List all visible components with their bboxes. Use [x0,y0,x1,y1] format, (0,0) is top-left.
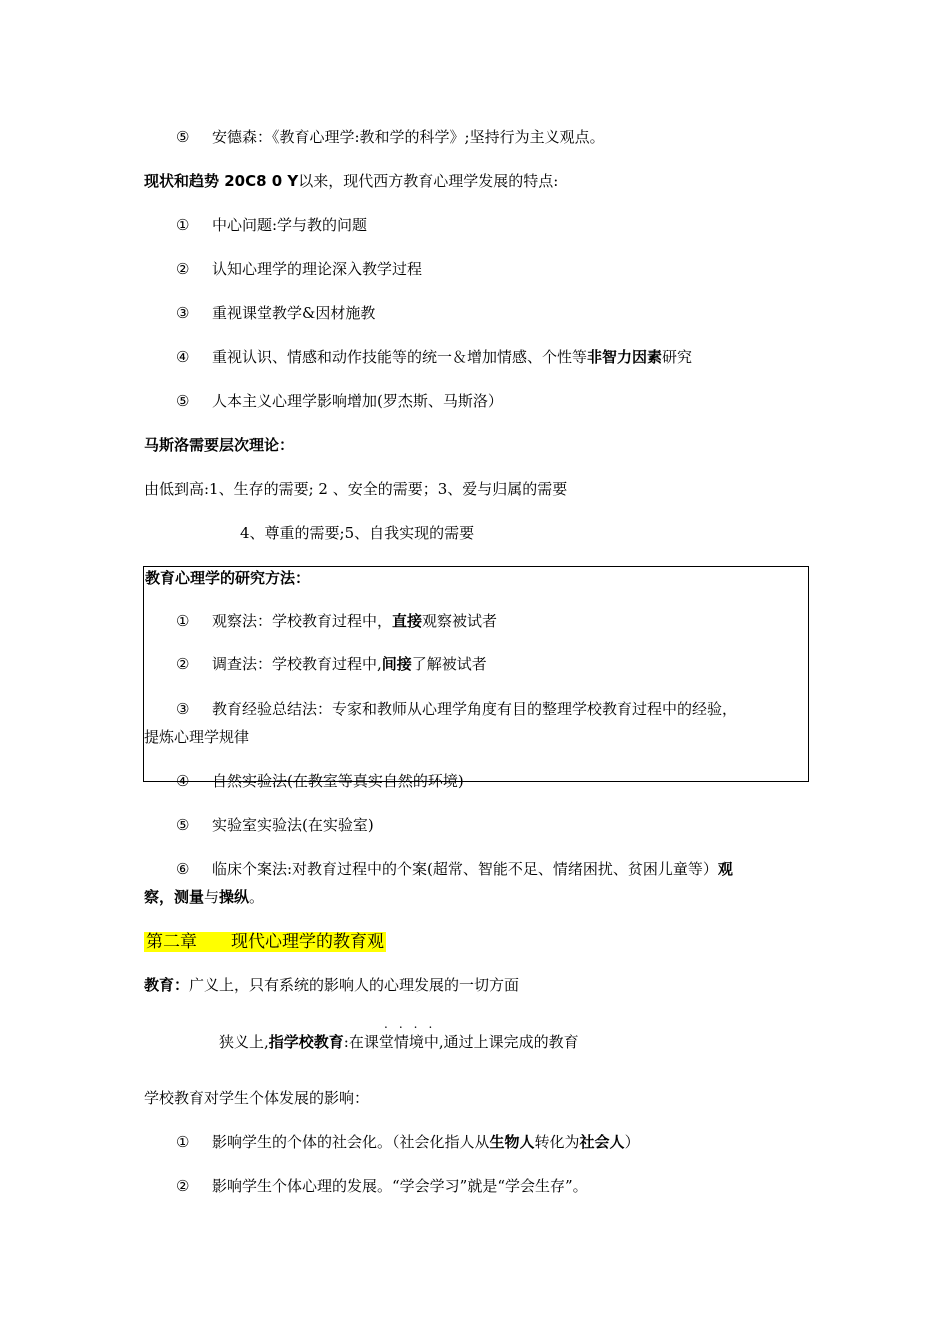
paragraph-text: 狭义上, [219,1033,269,1051]
list-item [176,771,464,791]
item-number: ⑤ [176,128,190,146]
list-item [176,1132,640,1152]
paragraph [219,1032,579,1052]
emphasis-text: 察，测量 [144,888,205,906]
list-item [176,611,497,631]
section-heading [145,568,310,588]
paragraph [144,1088,369,1108]
list-item [176,215,367,235]
item-text: 认知心理学的理论深入教学过程 [212,260,423,278]
item-number: ⑥ [176,860,190,878]
item-text: 人本主义心理学影响增加(罗杰斯、马斯洛） [212,392,503,410]
paragraph-text: 广义上，只有系统的影响人的心理发展的一切方面 [189,976,520,994]
list-item-continuation [144,887,264,907]
item-text: 中心问题:学与教的问题 [212,216,368,234]
paragraph-text: 以来，现代西方教育心理学发展的特点: [298,172,559,190]
emphasis-dots: .... [384,1017,444,1031]
list-item [176,391,503,411]
list-item [176,303,375,323]
paragraph-text: 4、尊重的需要;5、自我实现的需要 [240,524,475,542]
emphasis-text: 间接 [381,655,412,673]
item-number: ② [176,1177,190,1195]
item-number: ④ [176,772,190,790]
research-methods-frame [143,566,809,782]
list-item [176,1176,588,1196]
section-heading-text: 教育心理学的研究方法： [145,569,311,587]
chapter-title [144,930,386,954]
paragraph [144,479,567,499]
list-item [176,127,605,147]
item-number: ② [176,260,190,278]
list-item [176,815,374,835]
item-text: 实验室实验法(在实验室) [212,816,374,834]
paragraph [144,171,558,191]
paragraph-text: 学校教育对学生个体发展的影响： [144,1089,370,1107]
emphasis-text: 非智力因素 [587,348,663,366]
list-item [176,654,487,674]
item-number: ④ [176,348,190,366]
item-number: ⑤ [176,392,190,410]
term-heading: 现状和趋势 20C8 0 Y [144,172,299,190]
item-text: 。 [249,888,265,906]
item-number: ① [176,216,190,234]
item-number: ⑤ [176,816,190,834]
emphasis-text: 社会人 [579,1133,625,1151]
chapter-title-text: 第二章 现代心理学的教育观 [146,932,384,952]
item-text: ） [624,1133,640,1151]
emphasis-text: 指学校教育 [268,1033,344,1051]
paragraph-text: 由低到高:1、生存的需要; 2 、安全的需要；3、爱与归属的需要 [144,480,568,498]
emphasis-text: 操纵 [219,888,250,906]
item-text: 临床个案法:对教育过程中的个案(超常、智能不足、情绪困扰、贫困儿童等） [212,860,718,878]
item-text: 提炼心理学规律 [144,728,250,746]
item-text: 重视课堂教学&因材施教 [212,304,376,322]
item-text: 与 [204,888,220,906]
section-heading [144,435,294,455]
item-text: 自然实验法(在教室等真实自然的环境) [212,772,464,790]
item-number: ② [176,655,190,673]
item-text: 影响学生个体心理的发展。“学会学习”就是“学会生存”。 [212,1177,588,1195]
term-heading: 教育： [144,976,190,994]
item-text: 影响学生的个体的社会化。（社会化指人从 [212,1133,490,1151]
section-heading-text: 马斯洛需要层次理论： [144,436,295,454]
paragraph-text: :在课堂情境中,通过上课完成的教育 [343,1033,579,1051]
item-number: ③ [176,304,190,322]
list-item [176,347,692,367]
item-text: 研究 [662,348,693,366]
item-text: 调查法：学校教育过程中, [212,655,382,673]
emphasis-text: 生物人 [489,1133,535,1151]
item-text: 观察法：学校教育过程中， [212,612,393,630]
list-item [176,859,733,879]
emphasis-text: 直接 [392,612,423,630]
item-text: 教育经验总结法：专家和教师从心理学角度有目的整理学校教育过程中的经验， [212,700,738,718]
item-number: ③ [176,700,190,718]
item-text: 重视认识、情感和动作技能等的统一＆增加情感、个性等 [212,348,588,366]
item-text: 了解被试者 [411,655,487,673]
item-text: 转化为 [534,1133,580,1151]
paragraph [240,523,474,543]
emphasis-text: 观 [717,860,733,878]
item-text: 安德森：《教育心理学:教和学的科学》;坚持行为主义观点。 [212,128,605,146]
item-number: ① [176,612,190,630]
list-item-continuation [144,727,249,747]
item-text: 观察被试者 [422,612,498,630]
item-number: ① [176,1133,190,1151]
paragraph [144,975,519,995]
list-item [176,699,737,719]
list-item [176,259,422,279]
